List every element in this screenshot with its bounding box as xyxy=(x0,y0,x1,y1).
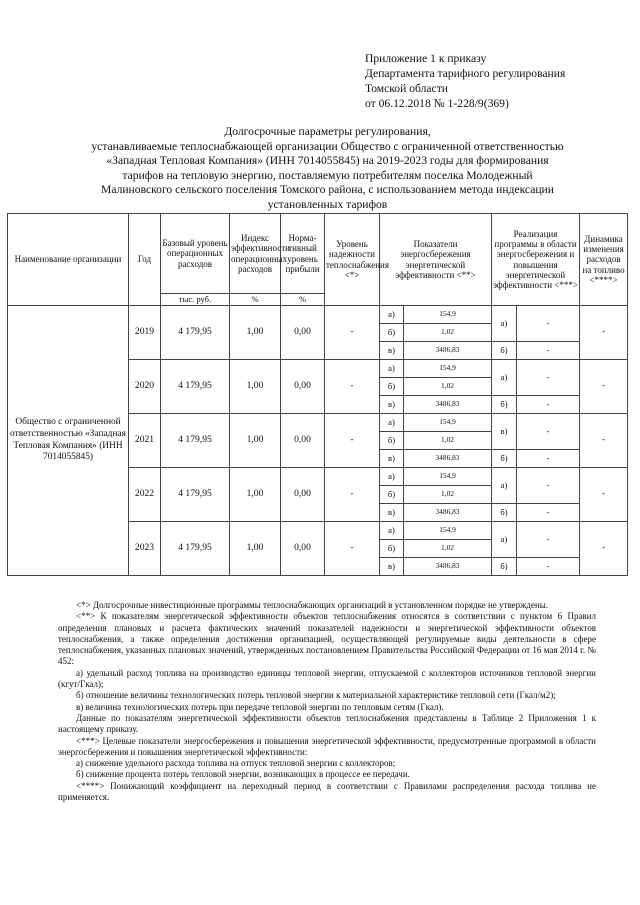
program-label: а) xyxy=(492,360,517,396)
unit-profit: % xyxy=(281,294,325,306)
indicator-label: а) xyxy=(380,522,404,540)
program-value: - xyxy=(517,558,580,576)
program-value: - xyxy=(517,468,580,504)
profit-level-cell: 0,00 xyxy=(281,522,325,576)
indicator-label: а) xyxy=(380,414,404,432)
indicator-label: в) xyxy=(380,558,404,576)
program-value: - xyxy=(517,342,580,360)
fuel-dynamic-cell: - xyxy=(580,468,628,522)
program-value: - xyxy=(517,306,580,342)
header-index: Индекс эффективности операционных расходов xyxy=(230,214,281,294)
organization-cell: Общество с ограниченной ответственностью «Западная Тепловая Компания» (ИНН 7014055845) xyxy=(8,306,129,576)
profit-level-cell: 0,00 xyxy=(281,360,325,414)
title-line: Долгосрочные параметры регулирования, xyxy=(224,125,431,138)
base-expenses-cell: 4 179,95 xyxy=(161,522,230,576)
indicator-value: 1,02 xyxy=(404,540,492,558)
program-label: а) xyxy=(492,306,517,342)
table-body xyxy=(8,214,628,576)
indicator-value: 154,9 xyxy=(404,414,492,432)
efficiency-index-cell: 1,00 xyxy=(230,360,281,414)
reliability-cell: - xyxy=(325,360,380,414)
title-line: установленных тарифов xyxy=(267,197,388,211)
footnote: <*> Долгосрочные инвестиционные программы теплоснабжающих организаций в установленном порядке не утверждены. xyxy=(76,600,549,610)
year-cell: 2019 xyxy=(129,306,161,360)
document-title xyxy=(40,125,615,212)
header-row xyxy=(8,214,628,294)
indicator-label: в) xyxy=(380,450,404,468)
efficiency-index-cell: 1,00 xyxy=(230,522,281,576)
annex-line: от 06.12.2018 № 1-228/9(369) xyxy=(365,97,509,110)
header-org: Наименование организации xyxy=(8,214,129,306)
indicator-label: б) xyxy=(380,432,404,450)
program-label: б) xyxy=(492,396,517,414)
header-energy: Показатели энергосбережения энергетической эффективности <**> xyxy=(380,214,492,306)
header-program: Реализация программы в области энергосбережения и повышения энергетической эффективности <***> xyxy=(492,214,580,306)
fuel-dynamic-cell: - xyxy=(580,360,628,414)
base-expenses-cell: 4 179,95 xyxy=(161,468,230,522)
footnote: <**> К показателям энергетической эффективности объектов теплоснабжения относятся в соответствии с пунктом 6 Правил определения плановых и расчета фактических значений показателей надежности и энергетической эффективности объектов теплоснабжения, а также определения достижения организацией, осуществляющей регулируемые виды деятельности в сфере теплоснабжения, указанных плановых значений, утвержденных постановлением Правительства Российской Федерации от 16 мая 2014 г. № 452: xyxy=(58,611,596,667)
title-line: Малиновского сельского поселения Томского района, с использованием метода индексации xyxy=(101,183,554,196)
footnote: Данные по показателям энергетической эффективности объектов теплоснабжения представлены в Таблице 2 Приложения 1 к настоящему приказу. xyxy=(58,712,596,735)
footnote: б) снижение процента потерь тепловой энергии, возникающих в процессе ее передачи. xyxy=(76,769,410,780)
indicator-value: 3486,83 xyxy=(404,504,492,522)
indicator-label: б) xyxy=(380,324,404,342)
indicator-label: б) xyxy=(380,378,404,396)
footnote: <***> Целевые показатели энергосбережения и повышения энергетической эффективности, предусмотренные программой в области энергосбережения и повышения энергетической эффективности: xyxy=(58,735,596,757)
indicator-value: 3486,83 xyxy=(404,396,492,414)
title-line: «Западная Тепловая Компания» (ИНН 7014055845) на 2019-2023 годы для формирования xyxy=(106,154,549,167)
title-line: тарифов на тепловую энергию, поставляемую потребителям поселка Молодежный xyxy=(122,168,533,182)
indicator-value: 154,9 xyxy=(404,522,492,540)
program-label: б) xyxy=(492,342,517,360)
reliability-cell: - xyxy=(325,414,380,468)
year-cell: 2023 xyxy=(129,522,161,576)
profit-level-cell: 0,00 xyxy=(281,468,325,522)
reliability-cell: - xyxy=(325,468,380,522)
footnote: а) удельный расход топлива на производство единицы тепловой энергии, отпускаемой с коллекторов источников тепловой энергии (кгут/Гкал); xyxy=(58,667,596,690)
table-row xyxy=(8,306,628,324)
year-cell: 2020 xyxy=(129,360,161,414)
efficiency-index-cell: 1,00 xyxy=(230,468,281,522)
indicator-value: 154,9 xyxy=(404,468,492,486)
indicator-value: 1,02 xyxy=(404,324,492,342)
efficiency-index-cell: 1,00 xyxy=(230,306,281,360)
indicator-label: в) xyxy=(380,342,404,360)
fuel-dynamic-cell: - xyxy=(580,522,628,576)
program-value: - xyxy=(517,360,580,396)
program-label: а) xyxy=(492,468,517,504)
header-base: Базовый уровень операционных расходов xyxy=(161,214,230,294)
indicator-label: а) xyxy=(380,360,404,378)
indicator-value: 1,02 xyxy=(404,432,492,450)
indicator-value: 1,02 xyxy=(404,486,492,504)
header-year: Год xyxy=(129,214,161,306)
footnote: <****> Понижающий коэффициент на переходный период в соответствии с Правилами распределения расхода топлива не применяется. xyxy=(58,780,596,803)
program-value: - xyxy=(517,414,580,450)
unit-index: % xyxy=(230,294,281,306)
base-expenses-cell: 4 179,95 xyxy=(161,414,230,468)
annex-line: Приложение 1 к приказу xyxy=(365,52,487,65)
unit-base: тыс. руб. xyxy=(161,294,230,306)
program-label: а) xyxy=(492,522,517,558)
indicator-label: б) xyxy=(380,540,404,558)
fuel-dynamic-cell: - xyxy=(580,414,628,468)
program-label: б) xyxy=(492,558,517,576)
indicator-value: 3486,83 xyxy=(404,342,492,360)
efficiency-index-cell: 1,00 xyxy=(230,414,281,468)
program-value: - xyxy=(517,522,580,558)
year-cell: 2022 xyxy=(129,468,161,522)
annex-line: Департамента тарифного регулирования xyxy=(365,67,566,80)
header-dynamic: Динамика изменения расходов на топливо <****> xyxy=(580,214,628,306)
title-line: устанавливаемые теплоснабжающей организации Общество с ограниченной ответственностью xyxy=(91,139,564,153)
indicator-label: б) xyxy=(380,486,404,504)
fuel-dynamic-cell: - xyxy=(580,306,628,360)
indicator-label: а) xyxy=(380,306,404,324)
indicator-label: а) xyxy=(380,468,404,486)
program-label: б) xyxy=(492,504,517,522)
indicator-value: 154,9 xyxy=(404,360,492,378)
base-expenses-cell: 4 179,95 xyxy=(161,360,230,414)
indicator-value: 3486,83 xyxy=(404,450,492,468)
footnote: б) отношение величины технологических потерь тепловой энергии к материальной характеристике тепловой сети (Гкал/м2); xyxy=(76,690,556,701)
profit-level-cell: 0,00 xyxy=(281,306,325,360)
program-value: - xyxy=(517,450,580,468)
base-expenses-cell: 4 179,95 xyxy=(161,306,230,360)
parameters-table xyxy=(7,213,628,576)
reliability-cell: - xyxy=(325,522,380,576)
year-cell: 2021 xyxy=(129,414,161,468)
indicator-value: 3486,83 xyxy=(404,558,492,576)
footnote: а) снижение удельного расхода топлива на отпуск тепловой энергии с коллекторов; xyxy=(76,758,396,769)
annex-line: Томской области xyxy=(365,82,448,95)
indicator-label: в) xyxy=(380,504,404,522)
header-reliability: Уровень надежности теплоснабжения <*> xyxy=(325,214,380,306)
program-label: б) xyxy=(492,450,517,468)
indicator-value: 154,9 xyxy=(404,306,492,324)
program-value: - xyxy=(517,504,580,522)
program-label: в) xyxy=(492,414,517,450)
annex-block xyxy=(365,51,635,111)
reliability-cell: - xyxy=(325,306,380,360)
profit-level-cell: 0,00 xyxy=(281,414,325,468)
indicator-label: в) xyxy=(380,396,404,414)
indicator-value: 1,02 xyxy=(404,378,492,396)
footnotes xyxy=(58,600,596,803)
program-value: - xyxy=(517,396,580,414)
header-profit: Норма-тивный уровень прибыли xyxy=(281,214,325,294)
footnote: в) величина технологических потерь при передаче тепловой энергии по тепловым сетям (Гкал). xyxy=(76,701,444,712)
